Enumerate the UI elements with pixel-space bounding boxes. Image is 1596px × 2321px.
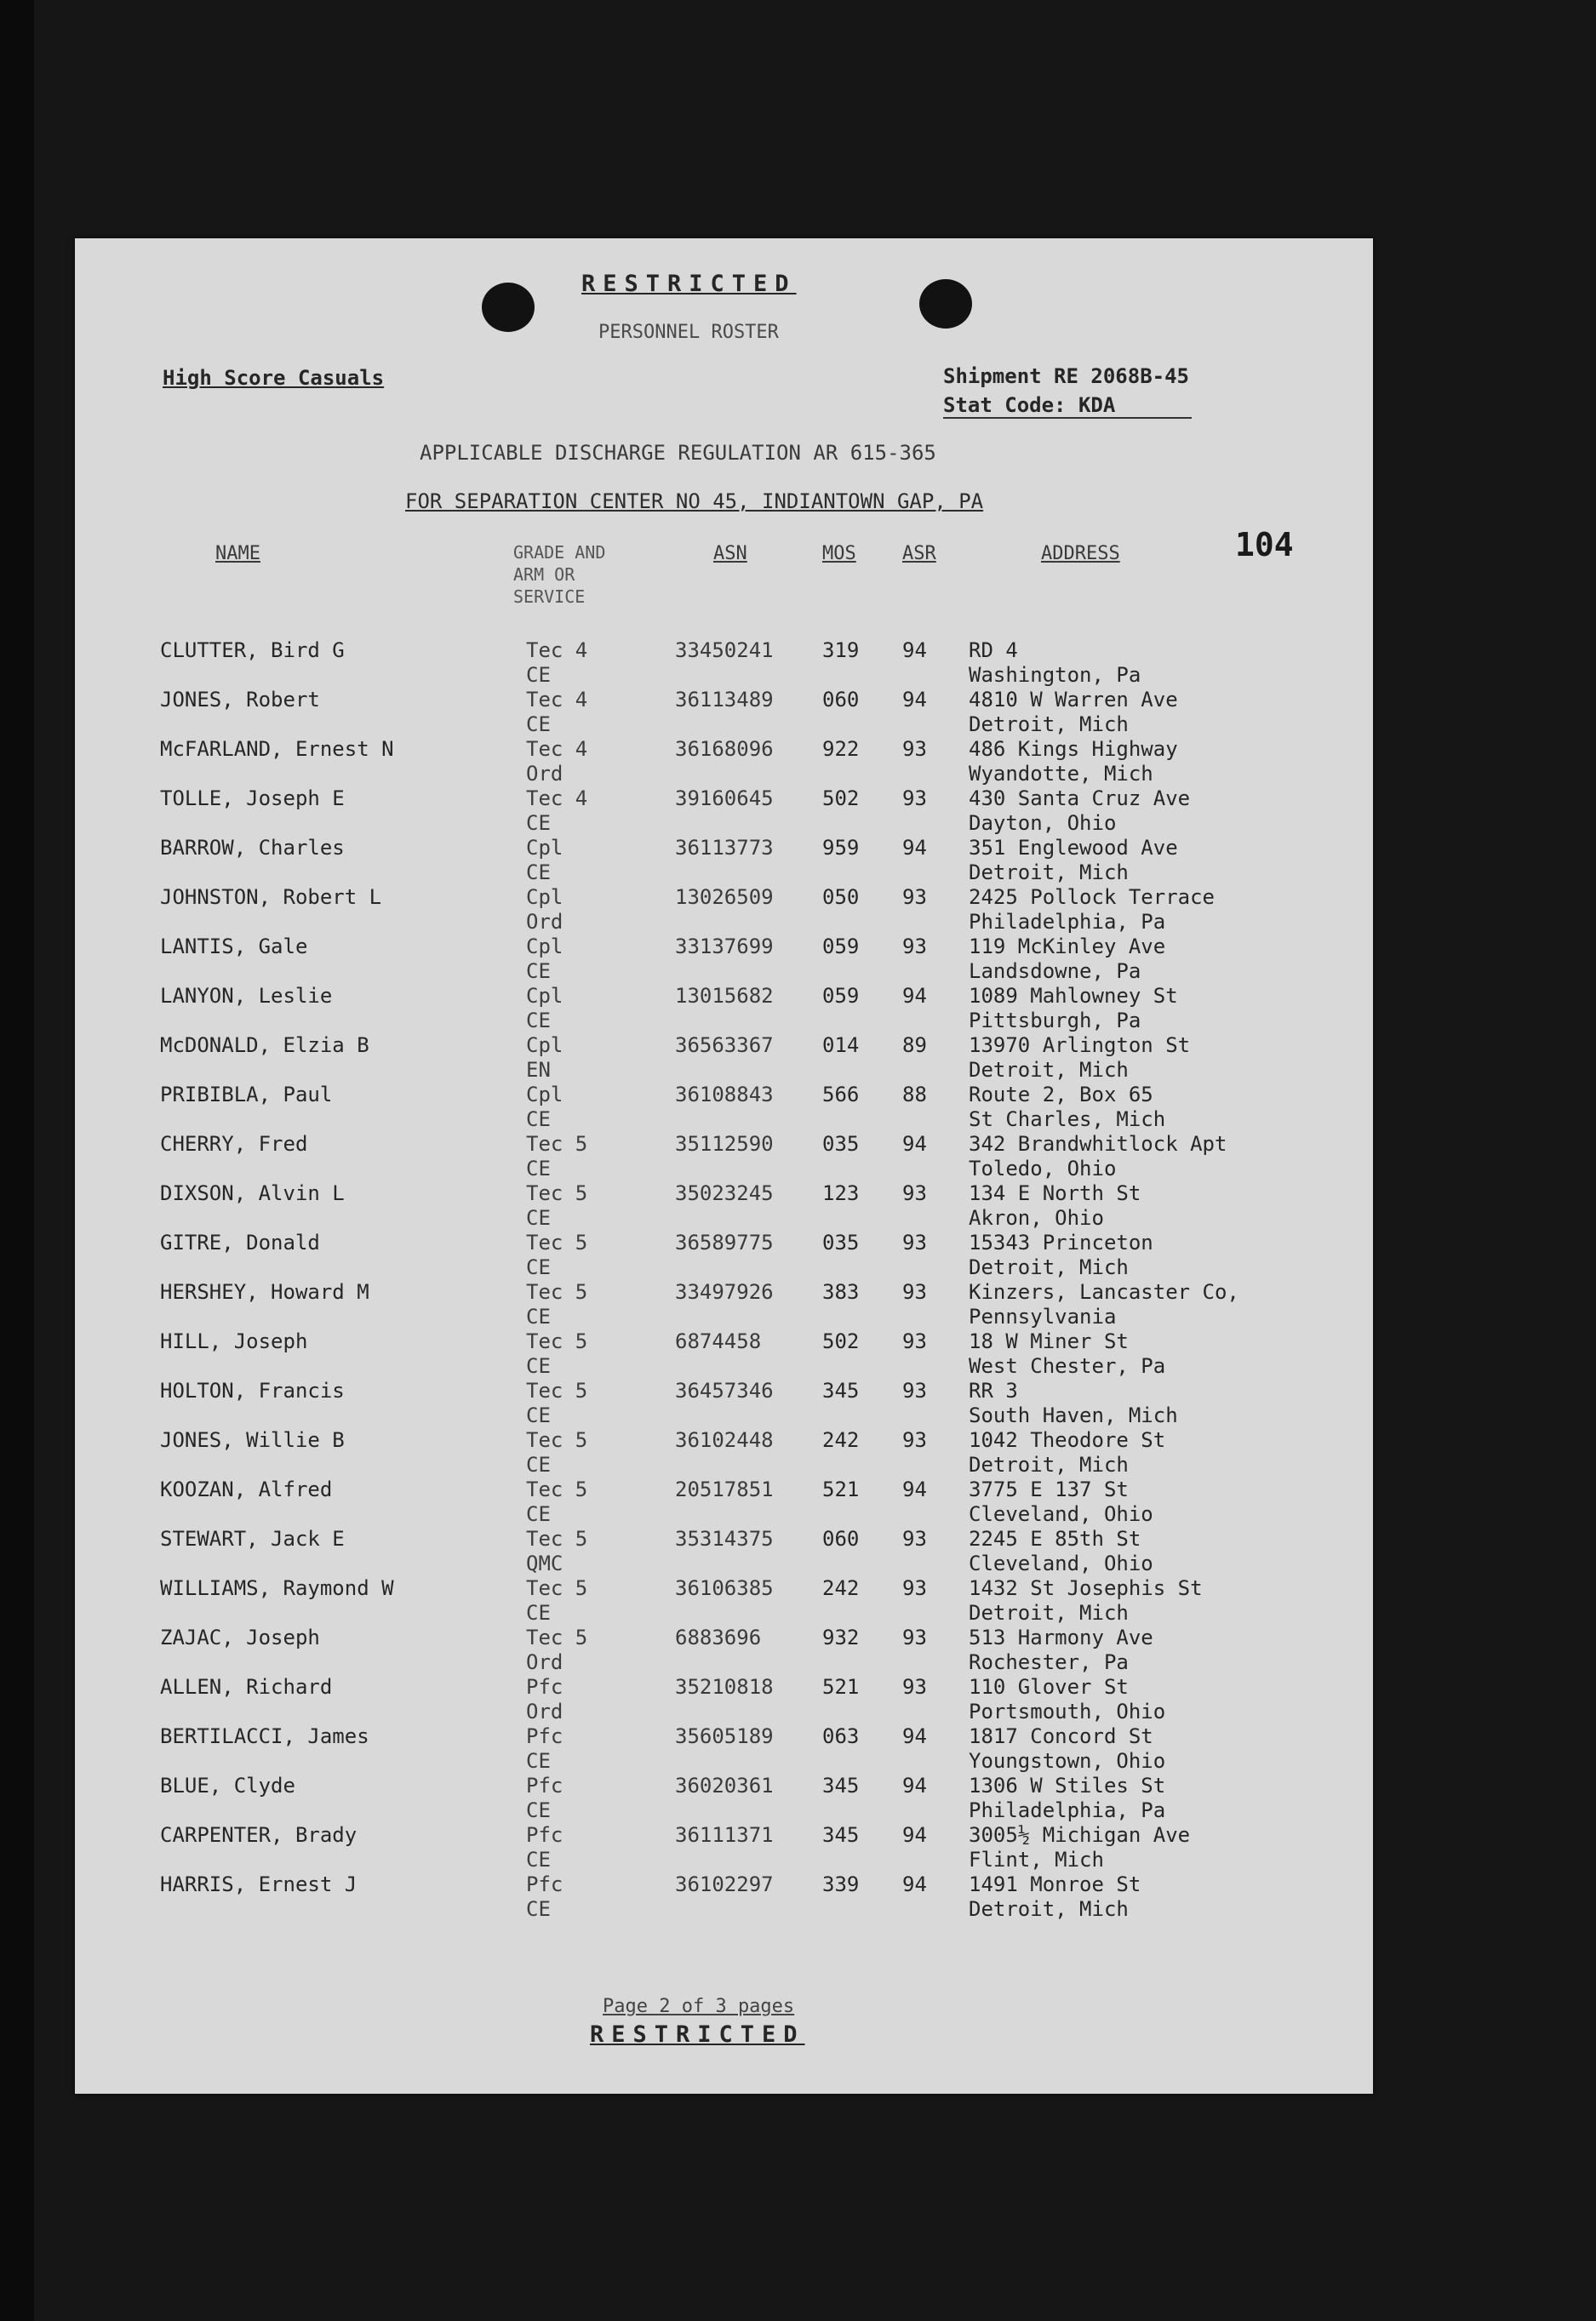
mos: 521 [822, 1675, 860, 1699]
mos: 345 [822, 1823, 860, 1847]
address: 18 W Miner St West Chester, Pa [969, 1329, 1166, 1378]
address: 1042 Theodore St Detroit, Mich [969, 1428, 1166, 1477]
table-row [75, 1872, 1373, 1922]
mos: 059 [822, 935, 860, 958]
grade-arm: Cpl CE [526, 984, 563, 1032]
grade-arm: Tec 5 CE [526, 1428, 588, 1477]
table-row [75, 1626, 1373, 1675]
asr: 94 [902, 984, 927, 1008]
address: 110 Glover St Portsmouth, Ohio [969, 1675, 1166, 1724]
table-row [75, 1280, 1373, 1329]
grade-arm: Tec 5 CE [526, 1329, 588, 1378]
grade-arm: Tec 4 CE [526, 638, 588, 687]
table-row [75, 1724, 1373, 1774]
address: 134 E North St Akron, Ohio [969, 1181, 1141, 1230]
mos: 050 [822, 885, 860, 909]
table-row [75, 1033, 1373, 1083]
table-row [75, 1576, 1373, 1626]
table-row [75, 1181, 1373, 1231]
roster-page [75, 238, 1373, 2094]
asr: 89 [902, 1033, 927, 1057]
asr: 93 [902, 737, 927, 761]
soldier-name: CHERRY, Fred [160, 1132, 308, 1156]
table-row [75, 935, 1373, 984]
address: 1817 Concord St Youngstown, Ohio [969, 1724, 1166, 1773]
address: 430 Santa Cruz Ave Dayton, Ohio [969, 786, 1191, 835]
punch-hole-left [482, 283, 535, 332]
address: 2245 E 85th St Cleveland, Ohio [969, 1527, 1153, 1575]
table-row [75, 1675, 1373, 1724]
grade-arm: Tec 5 CE [526, 1379, 588, 1427]
asr: 88 [902, 1083, 927, 1106]
soldier-name: LANYON, Leslie [160, 984, 333, 1008]
mos: 502 [822, 786, 860, 810]
mos: 922 [822, 737, 860, 761]
asn: 33450241 [675, 638, 774, 662]
table-row [75, 836, 1373, 885]
asn: 33137699 [675, 935, 774, 958]
address: 4810 W Warren Ave Detroit, Mich [969, 688, 1178, 736]
asr: 94 [902, 1724, 927, 1748]
asn: 36111371 [675, 1823, 774, 1847]
table-row [75, 1379, 1373, 1428]
mos: 339 [822, 1872, 860, 1896]
address: 486 Kings Highway Wyandotte, Mich [969, 737, 1178, 786]
address: 513 Harmony Ave Rochester, Pa [969, 1626, 1153, 1674]
header-mos: MOS [822, 543, 856, 564]
soldier-name: KOOZAN, Alfred [160, 1478, 333, 1501]
mos: 035 [822, 1132, 860, 1156]
header-asr: ASR [902, 543, 936, 564]
address: 15343 Princeton Detroit, Mich [969, 1231, 1153, 1279]
table-row [75, 688, 1373, 737]
asn: 36102448 [675, 1428, 774, 1452]
soldier-name: HILL, Joseph [160, 1329, 308, 1353]
grade-arm: Tec 4 Ord [526, 737, 588, 786]
soldier-name: PRIBIBLA, Paul [160, 1083, 333, 1106]
asr: 93 [902, 885, 927, 909]
asn: 36102297 [675, 1872, 774, 1896]
asr: 93 [902, 1231, 927, 1255]
grade-arm: Cpl CE [526, 1083, 563, 1131]
address: 119 McKinley Ave Landsdowne, Pa [969, 935, 1166, 983]
asn: 36457346 [675, 1379, 774, 1403]
header-grade: GRADE AND ARM OR SERVICE [513, 542, 606, 607]
address: 1306 W Stiles St Philadelphia, Pa [969, 1774, 1166, 1822]
address: 3775 E 137 St Cleveland, Ohio [969, 1478, 1153, 1526]
asr: 93 [902, 1329, 927, 1353]
grade-arm: Pfc Ord [526, 1675, 563, 1724]
asr: 93 [902, 1527, 927, 1551]
table-row [75, 1774, 1373, 1823]
soldier-name: BLUE, Clyde [160, 1774, 295, 1798]
table-row [75, 1527, 1373, 1576]
asr: 93 [902, 1379, 927, 1403]
asr: 94 [902, 1872, 927, 1896]
asr: 93 [902, 1576, 927, 1600]
table-row [75, 638, 1373, 688]
soldier-name: ALLEN, Richard [160, 1675, 333, 1699]
asn: 36168096 [675, 737, 774, 761]
table-row [75, 984, 1373, 1033]
soldier-name: WILLIAMS, Raymond W [160, 1576, 394, 1600]
address: 351 Englewood Ave Detroit, Mich [969, 836, 1178, 884]
address: Route 2, Box 65 St Charles, Mich [969, 1083, 1166, 1131]
grade-arm: Cpl Ord [526, 885, 563, 934]
soldier-name: BARROW, Charles [160, 836, 345, 860]
page-indicator: Page 2 of 3 pages [603, 1996, 795, 2017]
asr: 94 [902, 638, 927, 662]
asn: 36108843 [675, 1083, 774, 1106]
mos: 242 [822, 1428, 860, 1452]
mos: 959 [822, 836, 860, 860]
grade-arm: Tec 5 CE [526, 1280, 588, 1329]
address: 1089 Mahlowney St Pittsburgh, Pa [969, 984, 1178, 1032]
asr: 93 [902, 1675, 927, 1699]
asr: 93 [902, 1626, 927, 1649]
asn: 6874458 [675, 1329, 762, 1353]
asn: 36113489 [675, 688, 774, 712]
address: 342 Brandwhitlock Apt Toledo, Ohio [969, 1132, 1227, 1181]
soldier-name: JONES, Robert [160, 688, 320, 712]
address: 1432 St Josephis St Detroit, Mich [969, 1576, 1203, 1625]
grade-arm: Tec 5 QMC [526, 1527, 588, 1575]
asr: 94 [902, 1478, 927, 1501]
header-name: NAME [215, 543, 260, 564]
soldier-name: BERTILACCI, James [160, 1724, 369, 1748]
mos: 060 [822, 688, 860, 712]
mos: 345 [822, 1774, 860, 1798]
grade-arm: Tec 4 CE [526, 786, 588, 835]
table-row [75, 1478, 1373, 1527]
soldier-name: STEWART, Jack E [160, 1527, 345, 1551]
asn: 36020361 [675, 1774, 774, 1798]
asr: 93 [902, 1428, 927, 1452]
asn: 13015682 [675, 984, 774, 1008]
table-row [75, 1428, 1373, 1478]
table-row [75, 1823, 1373, 1872]
asr: 94 [902, 836, 927, 860]
stat-code: Stat Code: KDA [943, 393, 1192, 419]
mos: 014 [822, 1033, 860, 1057]
film-edge [0, 0, 34, 2321]
mos: 345 [822, 1379, 860, 1403]
mos: 932 [822, 1626, 860, 1649]
header-address: ADDRESS [1041, 543, 1120, 564]
soldier-name: HERSHEY, Howard M [160, 1280, 369, 1304]
grade-arm: Cpl CE [526, 836, 563, 884]
grade-arm: Cpl CE [526, 935, 563, 983]
asn: 35210818 [675, 1675, 774, 1699]
asn: 36589775 [675, 1231, 774, 1255]
soldier-name: JOHNSTON, Robert L [160, 885, 382, 909]
asn: 20517851 [675, 1478, 774, 1501]
table-row [75, 1231, 1373, 1280]
asr: 93 [902, 1280, 927, 1304]
asn: 39160645 [675, 786, 774, 810]
asr: 93 [902, 786, 927, 810]
mos: 035 [822, 1231, 860, 1255]
asr: 93 [902, 1181, 927, 1205]
soldier-name: HARRIS, Ernest J [160, 1872, 358, 1896]
classification-header: RESTRICTED [581, 271, 797, 297]
table-row [75, 885, 1373, 935]
soldier-name: LANTIS, Gale [160, 935, 308, 958]
soldier-name: McFARLAND, Ernest N [160, 737, 394, 761]
mos: 383 [822, 1280, 860, 1304]
table-row [75, 737, 1373, 786]
mos: 123 [822, 1181, 860, 1205]
separation-center: FOR SEPARATION CENTER NO 45, INDIANTOWN GAP, PA [405, 489, 984, 513]
mos: 242 [822, 1576, 860, 1600]
asn: 33497926 [675, 1280, 774, 1304]
soldier-name: ZAJAC, Joseph [160, 1626, 320, 1649]
asn: 13026509 [675, 885, 774, 909]
shipment-number: Shipment RE 2068B-45 [943, 364, 1189, 388]
grade-arm: Cpl EN [526, 1033, 563, 1082]
soldier-name: McDONALD, Elzia B [160, 1033, 369, 1057]
grade-arm: Tec 5 CE [526, 1231, 588, 1279]
asn: 35023245 [675, 1181, 774, 1205]
grade-arm: Tec 5 CE [526, 1576, 588, 1625]
address: 1491 Monroe St Detroit, Mich [969, 1872, 1141, 1921]
discharge-regulation: APPLICABLE DISCHARGE REGULATION AR 615-365 [420, 441, 936, 465]
table-row [75, 1083, 1373, 1132]
asn: 36106385 [675, 1576, 774, 1600]
group-label: High Score Casuals [163, 366, 385, 390]
mos: 502 [822, 1329, 860, 1353]
grade-arm: Pfc CE [526, 1823, 563, 1872]
grade-arm: Pfc CE [526, 1774, 563, 1822]
address: RD 4 Washington, Pa [969, 638, 1141, 687]
grade-arm: Pfc CE [526, 1724, 563, 1773]
asr: 93 [902, 935, 927, 958]
asn: 36563367 [675, 1033, 774, 1057]
header-asn: ASN [713, 543, 747, 564]
mos: 059 [822, 984, 860, 1008]
asn: 35112590 [675, 1132, 774, 1156]
mos: 521 [822, 1478, 860, 1501]
asr: 94 [902, 1132, 927, 1156]
table-row [75, 786, 1373, 836]
soldier-name: HOLTON, Francis [160, 1379, 345, 1403]
grade-arm: Tec 5 CE [526, 1478, 588, 1526]
page-number-stamp: 104 [1235, 526, 1294, 563]
asn: 36113773 [675, 836, 774, 860]
asr: 94 [902, 1823, 927, 1847]
grade-arm: Tec 5 CE [526, 1181, 588, 1230]
asn: 35605189 [675, 1724, 774, 1748]
grade-arm: Tec 5 Ord [526, 1626, 588, 1674]
table-row [75, 1329, 1373, 1379]
soldier-name: DIXSON, Alvin L [160, 1181, 345, 1205]
address: 2425 Pollock Terrace Philadelphia, Pa [969, 885, 1215, 934]
soldier-name: JONES, Willie B [160, 1428, 345, 1452]
soldier-name: CLUTTER, Bird G [160, 638, 345, 662]
asn: 6883696 [675, 1626, 762, 1649]
address: Kinzers, Lancaster Co, Pennsylvania [969, 1280, 1239, 1329]
soldier-name: CARPENTER, Brady [160, 1823, 358, 1847]
address: 3005½ Michigan Ave Flint, Mich [969, 1823, 1191, 1872]
grade-arm: Tec 4 CE [526, 688, 588, 736]
mos: 060 [822, 1527, 860, 1551]
classification-footer: RESTRICTED [590, 2021, 805, 2048]
grade-arm: Tec 5 CE [526, 1132, 588, 1181]
mos: 063 [822, 1724, 860, 1748]
address: RR 3 South Haven, Mich [969, 1379, 1178, 1427]
asr: 94 [902, 688, 927, 712]
table-row [75, 1132, 1373, 1181]
grade-arm: Pfc CE [526, 1872, 563, 1921]
asr: 94 [902, 1774, 927, 1798]
asn: 35314375 [675, 1527, 774, 1551]
soldier-name: TOLLE, Joseph E [160, 786, 345, 810]
punch-hole-right [919, 279, 972, 329]
soldier-name: GITRE, Donald [160, 1231, 320, 1255]
address: 13970 Arlington St Detroit, Mich [969, 1033, 1191, 1082]
mos: 566 [822, 1083, 860, 1106]
mos: 319 [822, 638, 860, 662]
document-title: PERSONNEL ROSTER [598, 322, 779, 343]
